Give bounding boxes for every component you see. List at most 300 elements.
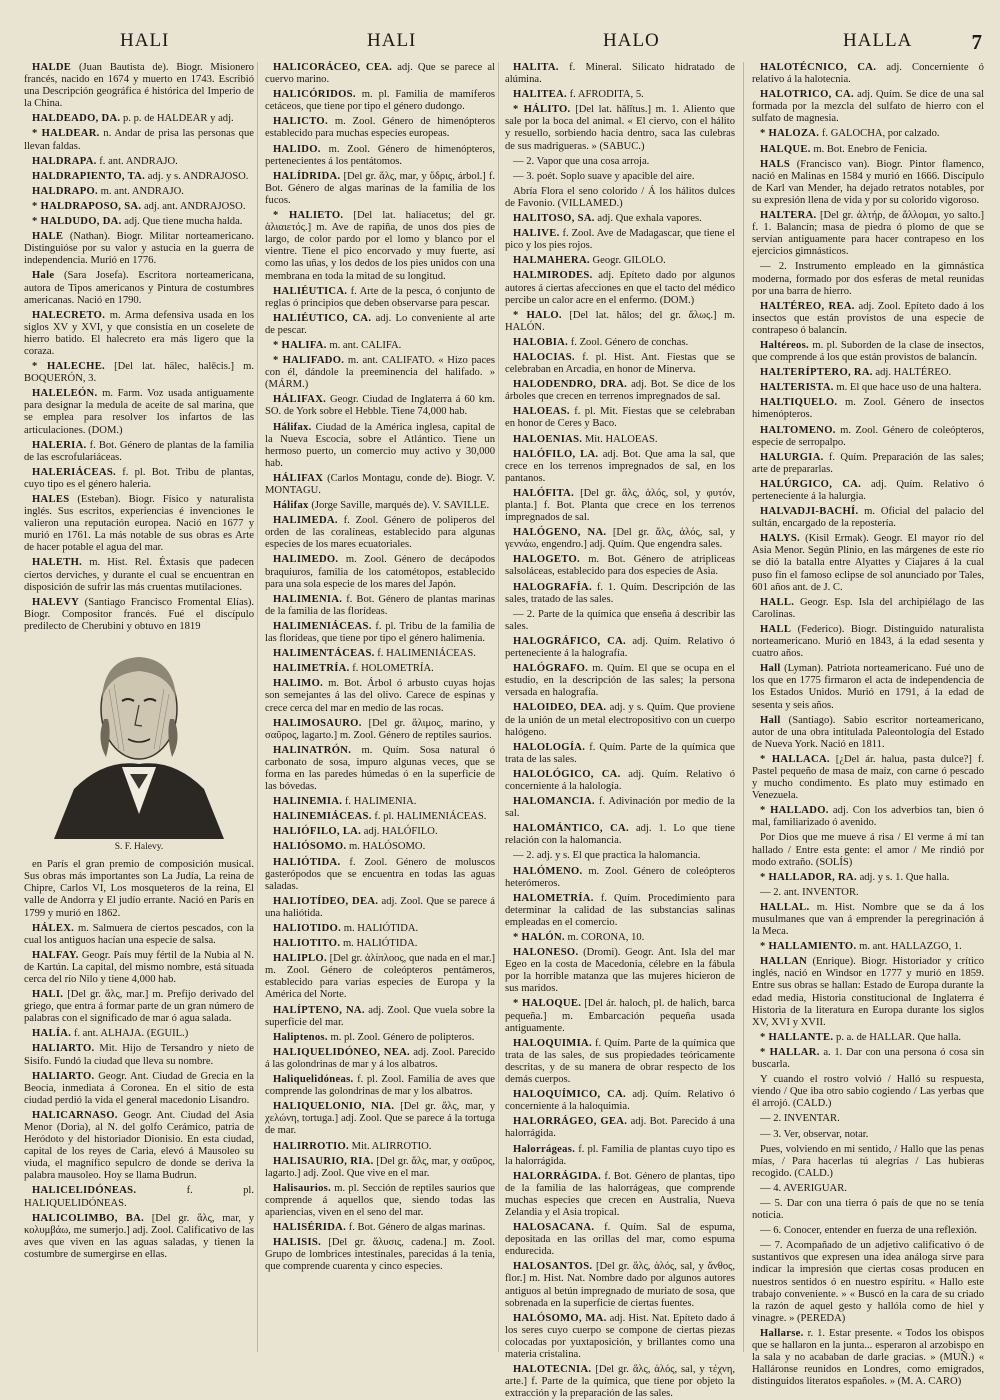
dictionary-entry [265, 594, 495, 618]
entry-headword: HALÍA. [32, 1028, 72, 1040]
guide-word-4: HALLA [843, 30, 913, 51]
dictionary-entry [265, 340, 495, 352]
entry-definition: f. pl. HALIQUELIDÓNEAS. [24, 1185, 254, 1209]
entry-headword: HALDEADO, DA. [32, 113, 121, 125]
entry-headword: Haliquelidóneas. [273, 1074, 354, 1086]
entry-headword: HALICÓRIDOS. [273, 89, 356, 101]
dictionary-entry [265, 1183, 495, 1219]
entry-headword: HALÓFITA. [513, 487, 575, 499]
entry-headword: HALDE [32, 62, 72, 73]
page-number: 7 [971, 30, 982, 54]
entry-headword: HALDRAPO. [32, 185, 98, 197]
entry-headword: HALMAHERA. [513, 255, 590, 267]
entry-definition: Geogr. Ant. Ciudad de Grecia en la Beocia, inmediata á Coronea. En el sitio de esta ciudad perdió la vida el general macedonio Lisandro. [24, 1070, 254, 1106]
entry-headword: * HALDUDO, DA. [32, 216, 122, 228]
entry-headword: HALIARTO. [32, 1070, 95, 1082]
dictionary-entry [265, 1101, 495, 1137]
dictionary-entry [505, 527, 735, 551]
entry-definition: (Francisco van). Biogr. Pintor flamenco, nació en Malinas en 1584 y murió en 1666. Discípulo de Karl van Mender, ha dejado retratos notables, por su expresión llena de vida y por su colorido vigoroso. [752, 158, 984, 206]
entry-definition: f. pl. Bot. Tribu de plantas, cuyo tipo es el género haleria. [24, 466, 254, 490]
dictionary-entry [265, 1222, 495, 1234]
entry-definition: f. pl. Tribu de la familia de las florídeas, que tiene por tipo el género halimenia. [265, 620, 495, 645]
entry-definition: Pues, volviendo en mi sentido, / Hallo que las penas mías, / Para hacerlas tú alegrías / Las hubieras recogido. (CALD.) [752, 1143, 984, 1179]
entry-headword: HALÓGRAFO. [513, 663, 589, 675]
entry-headword: HALOEAS. [513, 406, 570, 418]
dictionary-entry [505, 228, 735, 252]
entry-definition: Ciudad de la América inglesa, capital de la Nueva Escocia, sobre el Atlántico. Tiene un hermoso puerto, un comercio muy activo y 30,000 hab. [265, 421, 495, 469]
dictionary-entry [265, 841, 495, 853]
dictionary-entry [505, 742, 735, 766]
dictionary-entry [24, 1185, 254, 1209]
dictionary-entry [24, 128, 254, 152]
entry-definition: — 3. Ver, observar, notar. [760, 1128, 869, 1140]
entry-headword: HALISIS. [273, 1237, 322, 1249]
entry-headword: HALS [760, 158, 791, 170]
entry-headword: HÁLEX. [32, 922, 75, 934]
entry-headword: HALICOLIMBO, BA. [32, 1212, 145, 1224]
entry-definition: (Juan Bautista de). Biogr. Misionero francés, nacido en 1674 y muerto en 1743. Escribió una Descripción geográfica é histórica del Imperio de la China. [24, 62, 254, 110]
entry-definition: m. Quím. Sosa natural ó carbonato de sosa, impuro algunas veces, que se forma en las paredes húmedas ó en la superficie de las bóvedas. [265, 744, 495, 793]
entry-definition: m. ant. CALIFATO. « Hizo paces con él, dándole la preeminencia del halifado. » (MÁRM.) [265, 355, 495, 391]
dictionary-entry [752, 382, 984, 394]
entry-headword: HALIVE. [513, 228, 560, 240]
entry-headword: * HALLANTE. [760, 1031, 834, 1043]
dictionary-entry [752, 1225, 984, 1237]
entry-definition: adj. Quím. Relativo ó perteneciente á la halurgia. [752, 478, 984, 502]
entry-headword: HALIMO. [273, 678, 324, 690]
entry-definition: adj. Bot. Que ama la sal, que crece en los terrenos impregnados de sal, en los pantanos. [505, 448, 735, 484]
dictionary-entry [24, 1071, 254, 1107]
entry-definition: adj. Quím. Relativo ó concerniente á la haloquimia. [505, 1089, 735, 1113]
entry-definition: f. HALIMENIÁCEAS. [377, 648, 476, 660]
entry-definition: adj. Quím. Relativo ó perteneciente á la halografía. [505, 635, 735, 660]
entry-definition: m. pl. Familia de mamíferos cetáceos, que tiene por tipo el género dudongo. [265, 89, 495, 113]
entry-headword: HALIÉUTICO, CA. [273, 312, 372, 324]
dictionary-entry [505, 1116, 735, 1140]
entry-headword: HALIMEDA. [273, 515, 338, 527]
dictionary-entry [752, 1032, 984, 1044]
entry-definition: [Del gr. ἅλς, mar.] m. Prefijo derivado del griego, que entra á formar parte de un gran número de palabras con el significado de mar ó agua salada. [24, 989, 254, 1025]
entry-headword: Haliptenos. [273, 1031, 328, 1043]
entry-definition: f. AFRODITA, 5. [569, 89, 644, 101]
dictionary-entry [752, 1198, 984, 1222]
entry-headword: * HALIFADO. [273, 355, 345, 367]
entry-headword: HALOCIAS. [513, 351, 575, 363]
entry-headword: HALORRÁGEO, GEA. [513, 1116, 628, 1128]
dictionary-entry [505, 1313, 735, 1361]
entry-definition: f. ant. ALHAJA. (EGUIL.) [73, 1028, 189, 1040]
entry-headword: HALOQUIMIA. [513, 1037, 592, 1049]
column-2 [265, 62, 495, 1352]
dictionary-entry [265, 62, 495, 86]
entry-headword: HALOGRÁFICO, CA. [513, 635, 626, 647]
entry-definition: adj. Concerniente ó relativo á la halotecnia. [752, 62, 984, 86]
dictionary-entry [24, 923, 254, 947]
entry-headword: * HALLADOR, RA. [760, 871, 857, 883]
dictionary-entry [265, 313, 495, 337]
entry-headword: HALTOMENO. [760, 424, 836, 436]
dictionary-entry [505, 488, 735, 524]
entry-definition: adj. Bot. Parecido á una halorrágida. [505, 1116, 735, 1140]
entry-definition: — 5. Dar con una tierra ó país de que no se tenía noticia. [752, 1197, 984, 1222]
entry-definition: Abría Flora el seno colorido / Á los hálitos dulces de Favonio. (VILLAMED.) [505, 185, 735, 209]
dictionary-entry [505, 769, 735, 793]
entry-headword: HALERIA. [32, 439, 87, 451]
entry-headword: HALITOSO, SA. [513, 213, 595, 225]
dictionary-entry [752, 1183, 984, 1195]
entry-headword: HALOBIA. [513, 336, 569, 348]
entry-definition: (Jorge Saville, marqués de). V. SAVILLE. [311, 500, 490, 512]
dictionary-entry [24, 310, 254, 358]
entry-definition: p. a. de HALLAR. Que halla. [836, 1031, 962, 1043]
guide-word-1: HALI [120, 30, 170, 51]
dictionary-entry [752, 1074, 984, 1110]
dictionary-entry [265, 422, 495, 470]
dictionary-entry [752, 159, 984, 207]
entry-definition: f. Zool. Ave de Madagascar, que tiene el pico y los pies rojos. [505, 228, 736, 252]
dictionary-entry [752, 1328, 984, 1388]
entry-definition: f. Adivinación por medio de la sal. [505, 796, 735, 820]
dictionary-entry [265, 144, 495, 168]
dictionary-entry [265, 1237, 495, 1273]
entry-definition: f. Zool. Género de moluscos gasterópodos que se encuentra en todas las aguas saladas. [265, 856, 495, 892]
dictionary-entry [24, 231, 254, 267]
dictionary-entry [752, 902, 984, 938]
dictionary-entry [265, 286, 495, 310]
dictionary-entry [505, 582, 735, 606]
entry-definition: adj. Con los adverbios tan, bien ó mal, familiarizado ó avenido. [752, 805, 984, 829]
entry-definition: m. Zool. Género de himenópteros, pertenecientes á los pentátomos. [265, 143, 495, 167]
entry-definition: adj. Zool. Parecido á las golondrinas de mar y á los albatros. [265, 1046, 495, 1070]
dictionary-entry [505, 1222, 735, 1258]
entry-headword: * HALLADO. [760, 805, 829, 817]
entry-definition: m. Zool. Género de insectos himenópteros. [752, 397, 984, 421]
entry-definition: a. 1. Dar con una persona ó cosa sin buscarla. [752, 1046, 984, 1071]
entry-definition: (Lyman). Patriota norteamericano. Fué uno de los que en 1775 firmaron el acta de independencia de los Estados Unidos. Murió en 1791, á la edad de sesenta y seis años. [752, 663, 984, 711]
entry-definition: f. Quím. Preparación de las sales; arte de prepararlas. [752, 451, 985, 475]
entry-headword: HÁLIFAX. [273, 394, 327, 406]
entry-definition: p. p. de HALDEAR y adj. [123, 113, 234, 125]
column-1 [24, 62, 254, 1352]
entry-headword: Hall [760, 663, 781, 675]
entry-definition: m. pl. Sección de reptiles saurios que comprende á aquellos que, siendo todas las apariencias, viven en el seno del mar. [265, 1182, 495, 1218]
entry-headword: HALIMENIA. [273, 593, 343, 605]
dictionary-entry [752, 872, 984, 884]
entry-headword: HALTÉREO, REA. [760, 300, 855, 312]
dictionary-entry [505, 1364, 735, 1400]
entry-definition: m. Bot. Árbol ó arbusto cuyas hojas son semejantes á las del olivo. Carece de espinas y crece cerca del mar en medio de las rocas. [265, 678, 495, 714]
dictionary-entry [505, 850, 735, 862]
entry-definition: f. pl. HALIMENIÁCEAS. [374, 811, 487, 823]
entry-definition: f. Bot. Género de plantas marinas de la familia de las florídeas. [265, 593, 496, 617]
entry-definition: r. 1. Estar presente. « Todos los obispos que se hallaron en la junta... esperaron al arzobispo en la sala y no acababan de darle gracias. » (MUÑ.) « Halláronse reunidos en Londres, como emigrados, distinguidos literatos españoles. » (M. A. CARO) [752, 1327, 985, 1388]
entry-definition: adj. HALTÉREO. [875, 367, 952, 379]
entry-headword: HALOLOGÍA. [513, 741, 586, 753]
dictionary-entry [505, 823, 735, 847]
entry-headword: * HALÓN. [513, 932, 565, 943]
dictionary-entry [24, 467, 254, 491]
entry-headword: Hálifax. [273, 421, 312, 433]
dictionary-entry [505, 702, 735, 738]
entry-headword: HALÓGENO, NA. [513, 527, 607, 539]
dictionary-entry [265, 89, 495, 113]
entry-definition: adj. Hist. Nat. Epíteto dado á los seres cuyo cuerpo se compone de ciertas piezas colocadas por yuxtaposición, y brillantes como una materia cristalina. [505, 1312, 736, 1360]
entry-definition: adj. ant. ANDRAJOSO. [143, 200, 246, 212]
dictionary-entry [265, 171, 495, 207]
entry-definition: [Del gr. ἅλς, mar, y κολυμβάω, me sumerjo.] adj. Zool. Calificativo de las aves que viven en las aguas saladas, y tienen la costumbre de sumergirse en ellas. [24, 1212, 254, 1260]
entry-definition: m. Zool. Género de coleópteros, especie de serropalpo. [752, 424, 984, 448]
dictionary-entry [752, 956, 984, 1029]
entry-definition: f. Quím. Procedimiento para determinar la calidad de las substancias salinas empleadas en el comercio. [505, 892, 735, 928]
dictionary-entry [265, 473, 495, 497]
dictionary-entry [265, 1074, 495, 1098]
dictionary-entry [265, 718, 495, 742]
dictionary-entry [505, 609, 735, 633]
entry-definition: f. HALIMENIA. [344, 796, 417, 808]
entry-definition: — 2. ant. INVENTOR. [760, 886, 859, 898]
entry-headword: HALIOTIDO. [273, 923, 342, 934]
dictionary-entry [265, 515, 495, 551]
dictionary-entry [505, 352, 735, 376]
entry-headword: HALINEMIA. [273, 796, 343, 808]
dictionary-entry [505, 104, 735, 152]
entry-definition: adj. Zool. Epíteto dado á los insectos que están provistos de una especie de contrapeso ó balancín. [752, 300, 984, 336]
entry-headword: HALOSACANA. [513, 1222, 595, 1234]
dictionary-entry [505, 1171, 735, 1219]
dictionary-entry [752, 479, 984, 503]
entry-headword: * HALECHE. [32, 361, 106, 373]
entry-definition: Geogr. Esp. Isla del archipiélago de las Carolinas. [752, 596, 985, 620]
entry-definition: m. ant. ANDRAJO. [100, 185, 184, 197]
entry-headword: HALÍDRIDA. [273, 170, 341, 182]
entry-headword: HALIMEDO. [273, 554, 339, 566]
entry-definition: [Del gr. ἅλς, ἁλός, sal, y ἄνθος, flor.] m. Hist. Nat. Nombre dado por algunos autores antiguos al betún impregnado de muriato de sosa, que sobrenada en la superficie de ciertas fuentes. [505, 1261, 735, 1309]
dictionary-entry [505, 663, 735, 699]
dictionary-entry [24, 859, 254, 919]
dictionary-entry [505, 213, 735, 225]
dictionary-entry [505, 156, 735, 168]
entry-definition: (Sara Josefa). Escritora norteamericana, autora de Tipos americanos y Pintura de costumbres americanas. Nació en 1790. [24, 270, 254, 306]
entry-headword: HALÍPTENO, NA. [273, 1004, 365, 1016]
entry-headword: HALIÓSOMO. [273, 841, 347, 853]
dictionary-entry [505, 893, 735, 929]
entry-definition: m. HALÓSOMO. [349, 841, 426, 853]
entry-definition: f. ant. ANDRAJO. [99, 155, 178, 167]
entry-headword: * HÁLITO. [513, 104, 571, 116]
entry-headword: * HALOZA. [760, 128, 820, 140]
entry-headword: HALTERÍPTERO, RA. [760, 367, 873, 379]
entry-headword: HALODENDRO, DRA. [513, 379, 628, 391]
dictionary-entry [24, 113, 254, 125]
entry-definition: — 2. adj. y s. El que practica la halomancia. [513, 850, 701, 862]
entry-headword: HALQUE. [760, 143, 811, 155]
entry-definition: n. Andar de prisa las personas que llevan faldas. [24, 128, 254, 152]
entry-headword: HALITA. [513, 62, 559, 73]
dictionary-entry [752, 624, 984, 660]
entry-definition: [Del gr. ἅλς, ἁλός, sal, y γεννάω, engendro.] adj. Quím. Que engendra sales. [505, 527, 736, 551]
dictionary-entry [265, 1141, 495, 1153]
entry-headword: HALISÉRIDA. [273, 1222, 347, 1234]
entry-headword: * HALLAMIENTO. [760, 941, 857, 953]
entry-definition: adj. Que exhala vapores. [597, 213, 702, 225]
entry-headword: HALELEÓN. [32, 388, 98, 400]
entry-headword: * HALOQUE. [513, 998, 582, 1010]
entry-definition: m. Bot. Género de atripliceas salsoláceas, establecido para dos especies de Asia. [505, 554, 735, 578]
entry-headword: HALEVY [32, 596, 80, 608]
entry-definition: f. GALOCHA, por calzado. [821, 128, 940, 140]
entry-definition: adj. Epíteto dado por algunos autores á ciertas afecciones en que el tacto del médico percibe un calor acre en el enfermo. (DOM.) [505, 270, 736, 306]
entry-headword: HALDRAPIENTO, TA. [32, 170, 146, 182]
entry-definition: Geogr. País muy fértil de la Nubia al N. de Kartún. La capital, del mismo nombre, está situada cerca del río Nilo y tiene 4,000 hab. [24, 949, 254, 985]
entry-headword: HALIMENIÁCEAS. [273, 620, 372, 632]
entry-headword: Haltéreos. [760, 339, 809, 351]
column-3 [505, 62, 736, 1400]
entry-headword: HALES [32, 494, 70, 505]
entry-definition: [Del lat. haliacetus; del gr. ἁλιαιετός.] m. Ave de rapiña, de unos dos pies de largo, de color pardo por el lomo y blanco por el vientre. Tiene el pico encorvado y muy fuerte, así como las uñas, y los dedos de los pies unidos con una membrana en toda la mitad de su longitud. [265, 210, 495, 282]
dictionary-entry [505, 554, 735, 578]
entry-definition: (Federico). Biogr. Distinguido naturalista norteamericano. Murió en 1843, á la edad sesenta y cuatro años. [752, 623, 985, 660]
dictionary-entry [752, 1047, 984, 1071]
entry-headword: HALIARTO. [32, 1043, 95, 1055]
entry-headword: Halisaurios. [273, 1182, 332, 1194]
entry-headword: HALDRAPA. [32, 155, 97, 167]
entry-headword: HALORRÁGIDA. [513, 1170, 602, 1182]
dictionary-entry [24, 156, 254, 168]
entry-headword: HALOLÓGICO, CA. [513, 768, 621, 780]
entry-headword: HALIMETRÍA. [273, 663, 350, 675]
entry-headword: HALICORÁCEO, CEA. [273, 62, 393, 73]
entry-definition: adj. Quím. Relativo ó concerniente á la halología. [505, 768, 735, 792]
dictionary-entry [265, 796, 495, 808]
entry-headword: HALICELIDÓNEAS. [32, 1185, 137, 1197]
entry-definition: adj. y s. Quím. Que proviene de la unión de un metal electropositivo con un cuerpo halógeno. [505, 702, 735, 738]
entry-headword: HALIOTÍDEO, DEA. [273, 895, 379, 907]
dictionary-entry [752, 1144, 984, 1180]
entry-headword: Hálifax [273, 500, 309, 512]
entry-definition: [Del gr. ἅλς, mar, y σαῦρος, lagarto.] adj. Zool. Que vive en el mar. [265, 1155, 495, 1179]
dictionary-entry [752, 1240, 984, 1325]
entry-definition: adj. Lo conveniente al arte de pescar. [265, 312, 496, 336]
entry-headword: HALOGETO. [513, 554, 580, 566]
dictionary-entry [752, 301, 984, 337]
entry-definition: f. Bot. Género de plantas, tipo de la familia de las halorrágeas, que comprende muchas especies que crecen en Australia, Nueva Zelandia y el Asia tropical. [505, 1170, 735, 1218]
dictionary-entry [752, 144, 984, 156]
guide-word-3: HALO [603, 30, 660, 51]
entry-headword: HALICTO. [273, 116, 328, 128]
entry-headword: Hale [32, 270, 55, 282]
entry-definition: f. 1. Quím. Descripción de las sales, tratado de las sales. [505, 581, 735, 605]
dictionary-entry [265, 355, 495, 391]
entry-headword: HALITEA. [513, 89, 567, 101]
entry-definition: f. Bot. Género de plantas de la familia de las escrofulariáceas. [24, 439, 255, 463]
entry-headword: HALONESO. [513, 947, 579, 959]
entry-definition: Mit. ALIRROTIO. [351, 1140, 432, 1152]
dictionary-entry [265, 1156, 495, 1180]
entry-definition: [Del gr. ἅλς, mar, y χελώνη, tortuga.] adj. Zool. Que se parece á la tortuga de mar. [265, 1101, 496, 1137]
entry-definition: — 7. Acompañado de un adjetivo calificativo ó de sustantivos que expresen una idea análoga sirve para indicar la impresión que ciertas cosas producen en nuestros sentidos ó en nuestro espíritu. « Hallo este trabajo conveniente. » « Buscó en la cara de su criado la razón de aquel gesto y hallóla como de hiel y vinagre. » (PEREDA) [752, 1240, 984, 1324]
dictionary-entry [24, 1043, 254, 1067]
dictionary-entry [505, 89, 735, 101]
entry-headword: HALTERA. [760, 210, 817, 222]
entry-definition: adj. 1. Lo que tiene relación con la halomancia. [505, 823, 736, 847]
entry-definition: [Del gr. ἅλιμος, marino, y σαῦρος, lagarto.] m. Zool. Género de reptiles saurios. [265, 717, 495, 741]
entry-headword: * HALIETO. [273, 210, 344, 222]
entry-headword: HALETH. [32, 557, 83, 569]
entry-definition: — 2. Instrumento empleado en la gimnástica moderna, formado por dos esferas de metal reunidas por una barra de hierro. [752, 261, 984, 297]
dictionary-entry [752, 887, 984, 899]
entry-headword: HALTERISTA. [760, 382, 834, 394]
entry-definition: [Del gr. ἅλς, ἁλός, sol, y φυτόν, planta.] f. Bot. Planta que crece en los terrenos impregnados de sal. [505, 487, 735, 524]
entry-headword: HALL. [760, 596, 795, 608]
dictionary-entry [752, 1129, 984, 1141]
entry-headword: HALOGRAFÍA. [513, 581, 592, 593]
entry-definition: m. Hist. Rel. Éxtasis que padecen ciertos derviches, y durante el cual se encuentran en disposición de sufrir las más cruentas mutilaciones. [24, 557, 254, 593]
dictionary-entry [505, 449, 735, 485]
dictionary-entry [752, 261, 984, 297]
dictionary-entry [505, 1089, 735, 1113]
dictionary-entry [265, 678, 495, 714]
dictionary-entry [24, 388, 254, 436]
entry-headword: * HALDEAR. [32, 128, 100, 140]
running-header [0, 30, 1000, 58]
entry-headword: HALIMOSAURO. [273, 717, 362, 729]
dictionary-entry [24, 557, 254, 593]
dictionary-entry [752, 533, 984, 593]
entry-definition: m. pl. Suborden de la clase de insectos, que comprende á los que están provistos de balancín. [752, 339, 985, 364]
column-4 [752, 62, 985, 1388]
entry-definition: [Del gr. ἅλυσις, cadena.] m. Zool. Grupo de lombrices intestinales, parecidas á la tenia, que comprende cuarenta y cinco especies. [265, 1237, 495, 1273]
dictionary-entry [24, 494, 254, 554]
dictionary-entry [505, 255, 735, 267]
entry-definition: f. pl. Mit. Fiestas que se celebraban en honor de Ceres y Baco. [505, 406, 735, 430]
entry-headword: HALIÉUTICA. [273, 285, 348, 297]
dictionary-entry [752, 941, 984, 953]
entry-definition: f. Bot. Género de algas marinas. [348, 1222, 486, 1234]
entry-definition: [Del gr. ἁλίπλοος, que nada en el mar.] m. Zool. Género de coleópteros pentámeros, establecido para varias especies de Europa y la América del Norte. [265, 953, 495, 1001]
dictionary-entry [752, 128, 984, 140]
entry-headword: HALIQUELIDÓNEO, NEA. [273, 1046, 410, 1058]
dictionary-entry [265, 923, 495, 935]
entry-definition: (Esteban). Biogr. Físico y naturalista inglés. Sus escritos, experiencias é invenciones le valieron una reputación europea. Nació en 1677 y murió en 1761. La más notable de sus obras es Arte de hacer potable el agua del mar. [24, 494, 254, 554]
entry-definition: f. Quím. Parte de la química que trata de las sales. [505, 741, 735, 765]
entry-headword: * HALIFA. [273, 339, 327, 351]
entry-headword: HALFAY. [32, 949, 79, 961]
entry-definition: [Del ár. haloch, pl. de halich, barca pequeña.] m. Embarcación pequeña usada antiguamente. [505, 998, 736, 1034]
dictionary-entry [752, 663, 984, 711]
entry-definition: m. pl. Zool. Género de polipteros. [330, 1031, 475, 1043]
dictionary-entry [752, 89, 984, 125]
dictionary-entry [265, 938, 495, 950]
entry-definition: Mit. HALOEAS. [584, 433, 658, 445]
entry-headword: HALOMETRÍA. [513, 892, 594, 904]
entry-definition: m. ant. HALLAZGO, 1. [859, 941, 962, 953]
entry-definition: adj. Que se parece al cuervo marino. [265, 62, 495, 86]
dictionary-entry [505, 62, 735, 86]
entry-headword: HALIÓTIDA. [273, 856, 341, 868]
dictionary-entry [24, 597, 254, 633]
dictionary-entry [24, 201, 254, 213]
entry-headword: HALOMÁNTICO, CA. [513, 823, 629, 835]
entry-definition: en París el gran premio de composición musical. Sus obras más importantes son La Judía, La reina de Chipre, Carlos VI, Los mosqueteros de la reina, El valle de Andorra y El judío errante. Nació en París en 1799 y murió en 1862. [24, 859, 254, 919]
dictionary-entry [265, 826, 495, 838]
entry-headword: HALTIQUELO. [760, 397, 838, 409]
entry-definition: f. HOLOMETRÍA. [352, 663, 434, 675]
dictionary-entry [505, 1144, 735, 1168]
entry-definition: m. Zool. Género de decápodos braquiuros, familia de los catométopos, establecido para una sola especie de los mares del Japón. [265, 554, 495, 590]
dictionary-entry [24, 989, 254, 1025]
dictionary-entry [752, 832, 984, 868]
dictionary-entry [265, 745, 495, 793]
